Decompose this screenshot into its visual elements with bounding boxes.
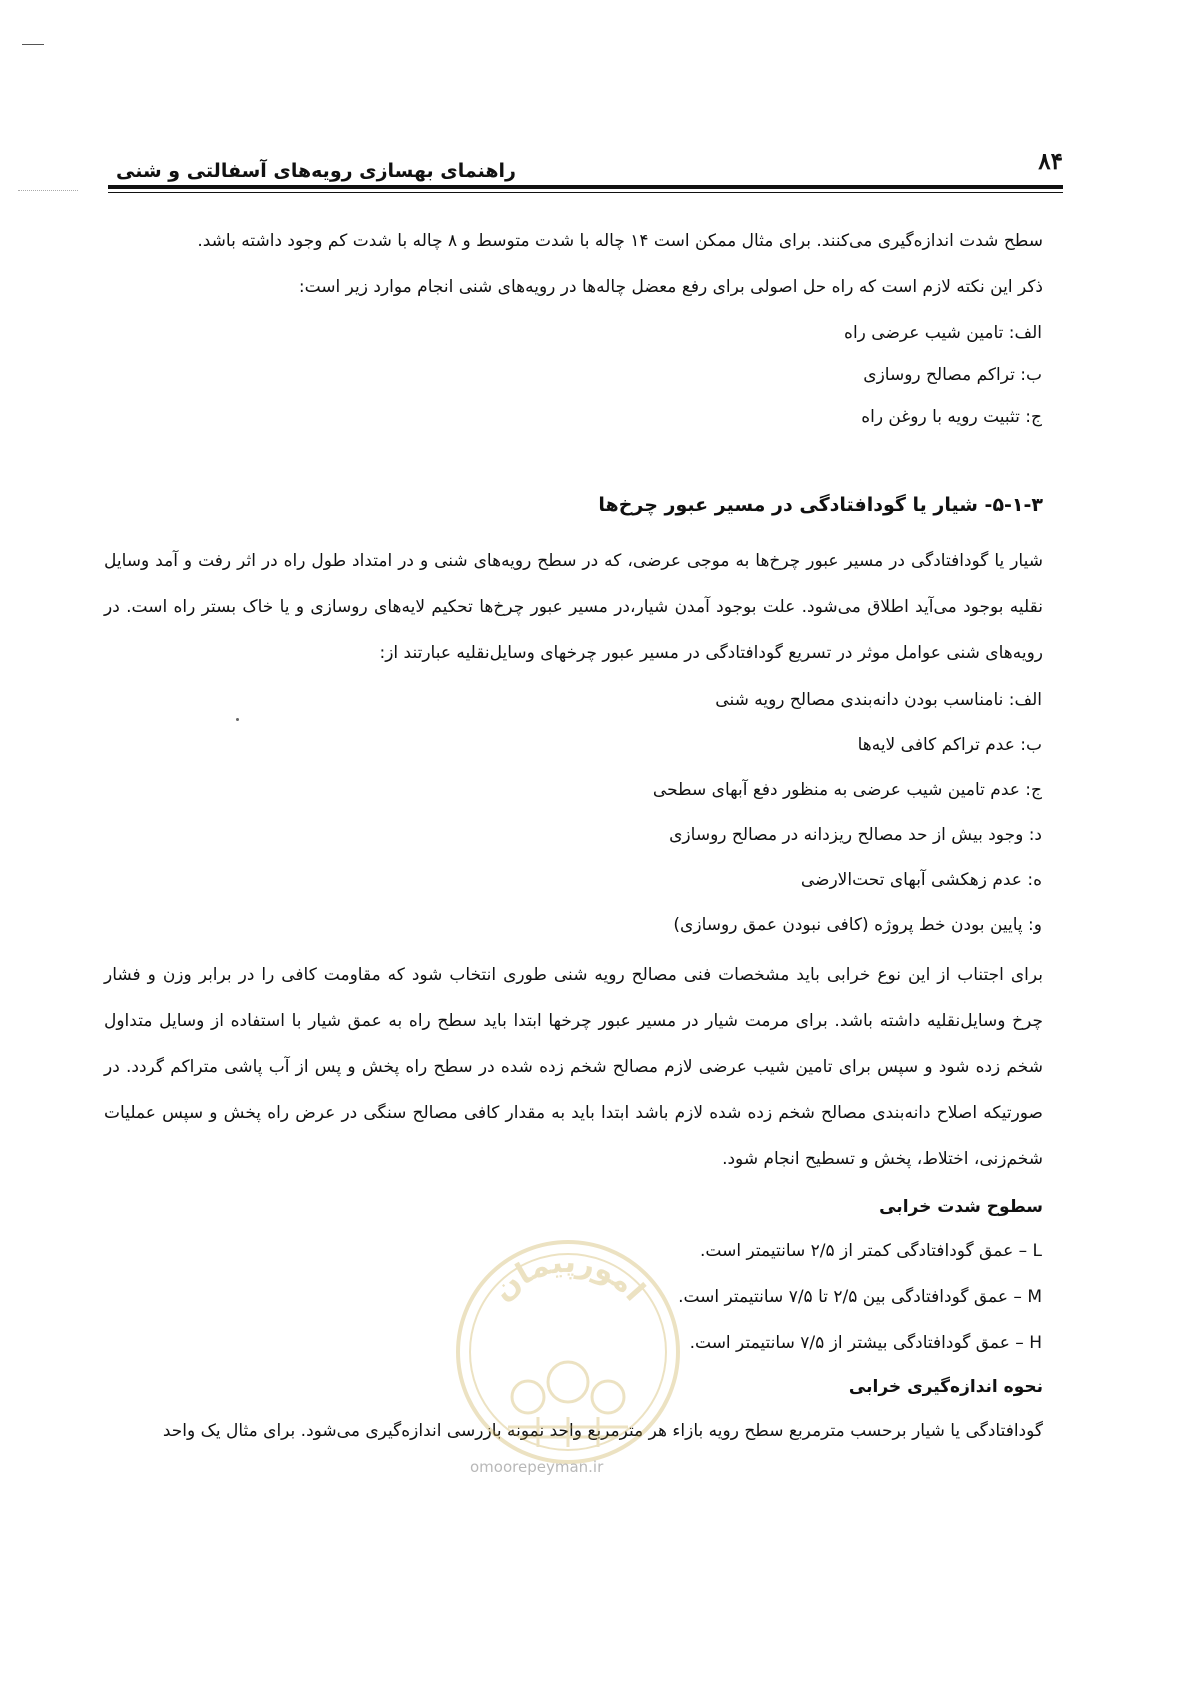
- intro-line-2: ذکر این نکته لازم است که راه حل اصولی برای رفع معضل چاله‌ها در رویه‌های شنی انجام موارد زیر است:: [298, 277, 1043, 297]
- list-item: ب: تراکم مصالح روسازی: [863, 365, 1042, 385]
- severity-code: L: [1032, 1241, 1042, 1261]
- measurement-title: نحوه اندازه‌گیری خرابی: [848, 1377, 1043, 1397]
- list-item: الف: تامین شیب عرضی راه: [844, 323, 1042, 343]
- scan-dots: [18, 190, 78, 192]
- severity-code: M: [1027, 1287, 1042, 1307]
- list-item: الف: نامناسب بودن دانه‌بندی مصالح رویه شنی: [715, 690, 1042, 710]
- factors-list: [104, 678, 1043, 948]
- intro-line-1: سطح شدت اندازه‌گیری می‌کنند. برای مثال ممکن است ۱۴ چاله با شدت متوسط و ۸ چاله با شدت کم وجود داشته باشد.: [197, 231, 1043, 251]
- severity-text: – عمق گودافتادگی کمتر از ۲/۵ سانتیمتر است.: [700, 1241, 1033, 1261]
- remedy-paragraph: برای اجتناب از این نوع خرابی باید مشخصات فنی مصالح رویه شنی طوری انتخاب شود که مقاومت کافی را در برابر وزن و فشار چرخ وسایل‌نقلیه داشته باشد. برای مرمت شیار در مسیر عبور چرخها ابتدا باید سطح راه به عمق شیار با استفاده از وسایل متداول شخم زده شود و سپس برای تامین شیب عرضی لازم مصالح شخم زده شده در سطح راه پخش و پس از آب پاشی متراکم گردد. در صورتیکه اصلاح دانه‌بندی مصالح شخم زده شده لازم باشد ابتدا باید به مقدار کافی مصالح سنگی در عرض راه پخش و سپس عملیات شخم‌زنی، اختلاط، پخش و تسطیح انجام شود.: [104, 965, 1043, 1169]
- header-rule-thick: [108, 185, 1063, 189]
- list-item: و: پایین بودن خط پروژه (کافی نبودن عمق روسازی): [673, 915, 1042, 935]
- watermark-arc-text: امورپیمان: [485, 1244, 652, 1309]
- header-rule-thin: [108, 192, 1063, 193]
- measurement-text: گودافتادگی یا شیار برحسب مترمربع سطح رویه بازاء هر مترمربع واحد نمونه بازرسی اندازه‌گیری می‌شود. برای مثال یک واحد: [162, 1421, 1043, 1441]
- svg-text:امورپیمان: [486, 1245, 652, 1308]
- running-title: راهنمای بهسازی رویه‌های آسفالتی و شنی: [116, 160, 516, 182]
- page-number: ۸۴: [1038, 148, 1063, 175]
- severity-title: سطوح شدت خرابی: [879, 1197, 1043, 1217]
- list-item: ج: عدم تامین شیب عرضی به منظور دفع آبهای سطحی: [652, 780, 1042, 800]
- watermark-seal-icon: [448, 1232, 688, 1472]
- list-item: ج: تثبیت رویه با روغن راه: [861, 407, 1042, 427]
- list-item: ب: عدم تراکم کافی لایه‌ها: [857, 735, 1042, 755]
- section-heading: ۵-۱-۳- شیار یا گودافتادگی در مسیر عبور چرخ‌ها: [598, 494, 1043, 516]
- list-item: د: وجود بیش از حد مصالح ریزدانه در مصالح روسازی: [669, 825, 1042, 845]
- scan-mark: [22, 44, 44, 45]
- section-paragraph: شیار یا گودافتادگی در مسیر عبور چرخ‌ها به موجی عرضی، که در سطح رویه‌های شنی و در امتداد طول راه در اثر رفت و آمد وسایل نقلیه بوجود می‌آید اطلاق می‌شود. علت بوجود آمدن شیار،در مسیر عبور چرخ‌ها تحکیم لایه‌های روسازی و یا خاک بستر راه است. در رویه‌های شنی عوامل موثر در تسریع گودافتادگی در مسیر عبور چرخهای وسایل‌نقلیه عبارتند از:: [104, 551, 1043, 663]
- list-item: ه: عدم زهکشی آبهای تحت‌الارضی: [800, 870, 1042, 890]
- severity-code: H: [1029, 1333, 1042, 1353]
- watermark-url: omoorepeyman.ir: [470, 1458, 604, 1476]
- scan-speck: [236, 718, 239, 721]
- page-header: [108, 138, 1063, 182]
- pothole-solutions-list: [104, 312, 1043, 438]
- severity-text: – عمق گودافتادگی بین ۲/۵ تا ۷/۵ سانتیمتر است.: [678, 1287, 1028, 1307]
- severity-text: – عمق گودافتادگی بیشتر از ۷/۵ سانتیمتر است.: [689, 1333, 1030, 1353]
